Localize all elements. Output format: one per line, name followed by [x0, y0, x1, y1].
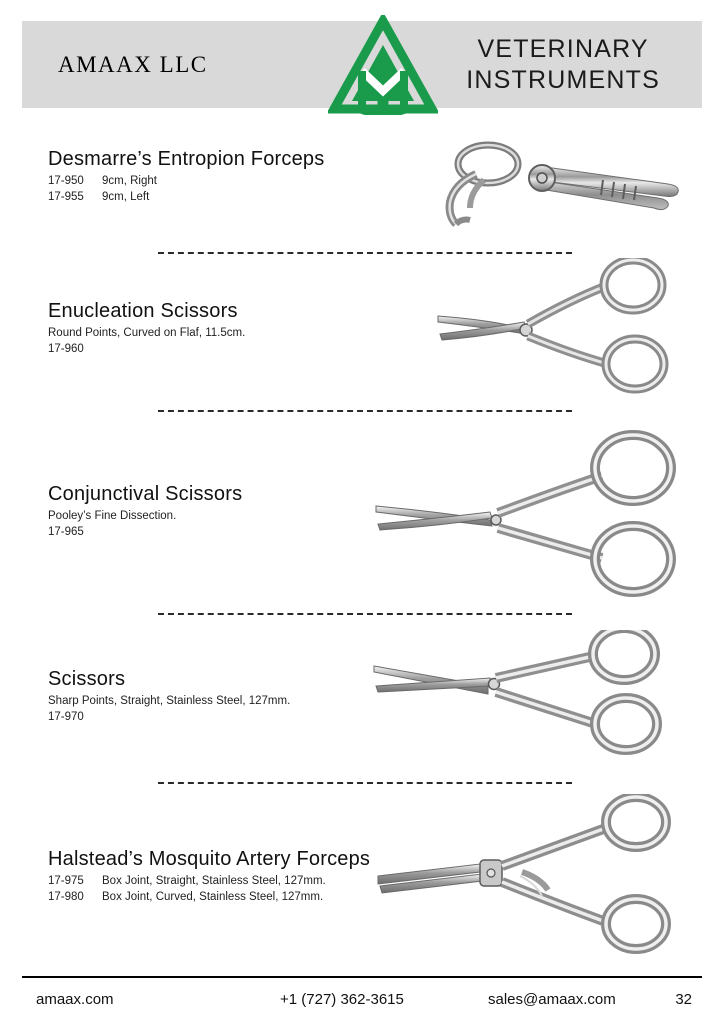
product-code-text: Box Joint, Straight, Stainless Steel, 127mm.: [102, 875, 326, 887]
product-title: Halstead’s Mosquito Artery Forceps: [48, 848, 371, 870]
page-footer: [22, 984, 702, 1014]
amaax-triangle-logo-icon: [328, 15, 438, 115]
footer-email[interactable]: sales@amaax.com: [488, 990, 616, 1008]
product-code-text: Box Joint, Curved, Stainless Steel, 127mm.: [102, 890, 324, 903]
section-divider: [158, 410, 572, 412]
brand-name: AMAAX LLC: [58, 51, 208, 77]
page-title-line1: VETERINARY: [477, 35, 649, 63]
product-row: [0, 425, 724, 605]
scissors-image: [368, 630, 688, 760]
product-row: [0, 800, 724, 960]
product-code: 17-950: [48, 175, 84, 187]
section-divider: [158, 613, 572, 615]
conjunctival-scissors-image: [370, 420, 690, 600]
product-description: Round Points, Curved on Flaf, 11.5cm.: [48, 327, 246, 339]
product-code: 17-955: [48, 190, 84, 203]
entropion-forceps-image: [418, 136, 688, 236]
product-code: 17-975: [48, 875, 84, 887]
mosquito-forceps-image: [372, 794, 692, 954]
footer-page-number: 32: [675, 990, 692, 1008]
product-row: [0, 630, 724, 780]
page-title: [466, 34, 702, 95]
product-description: Sharp Points, Straight, Stainless Steel, 127mm.: [48, 695, 291, 707]
product-codes: [48, 174, 438, 205]
product-code: 17-960: [48, 342, 84, 355]
product-description: Pooley’s Fine Dissection.: [48, 510, 177, 522]
product-row: [0, 290, 724, 410]
product-title: Enucleation Scissors: [48, 300, 238, 322]
product-row: [0, 140, 724, 250]
product-code-text: 9cm, Left: [102, 190, 150, 203]
section-divider: [158, 782, 572, 784]
footer-website[interactable]: amaax.com: [36, 990, 114, 1008]
product-title: Conjunctival Scissors: [48, 483, 243, 505]
footer-divider: [22, 976, 702, 978]
product-text: [48, 300, 438, 357]
product-code: 17-980: [48, 890, 84, 903]
product-code: 17-970: [48, 710, 84, 723]
section-divider: [158, 252, 572, 254]
product-title: Desmarre’s Entropion Forceps: [48, 148, 325, 170]
product-title: Scissors: [48, 668, 126, 690]
footer-phone[interactable]: +1 (727) 362-3615: [280, 990, 404, 1008]
product-code-text: 9cm, Right: [102, 175, 157, 187]
product-code-line: [48, 190, 438, 206]
product-code: 17-965: [48, 525, 84, 538]
product-text: [48, 148, 438, 205]
page-header: [22, 21, 702, 108]
enucleation-scissors-image: [430, 258, 690, 398]
product-code-line: [48, 174, 438, 190]
page-title-line2: INSTRUMENTS: [466, 65, 660, 94]
